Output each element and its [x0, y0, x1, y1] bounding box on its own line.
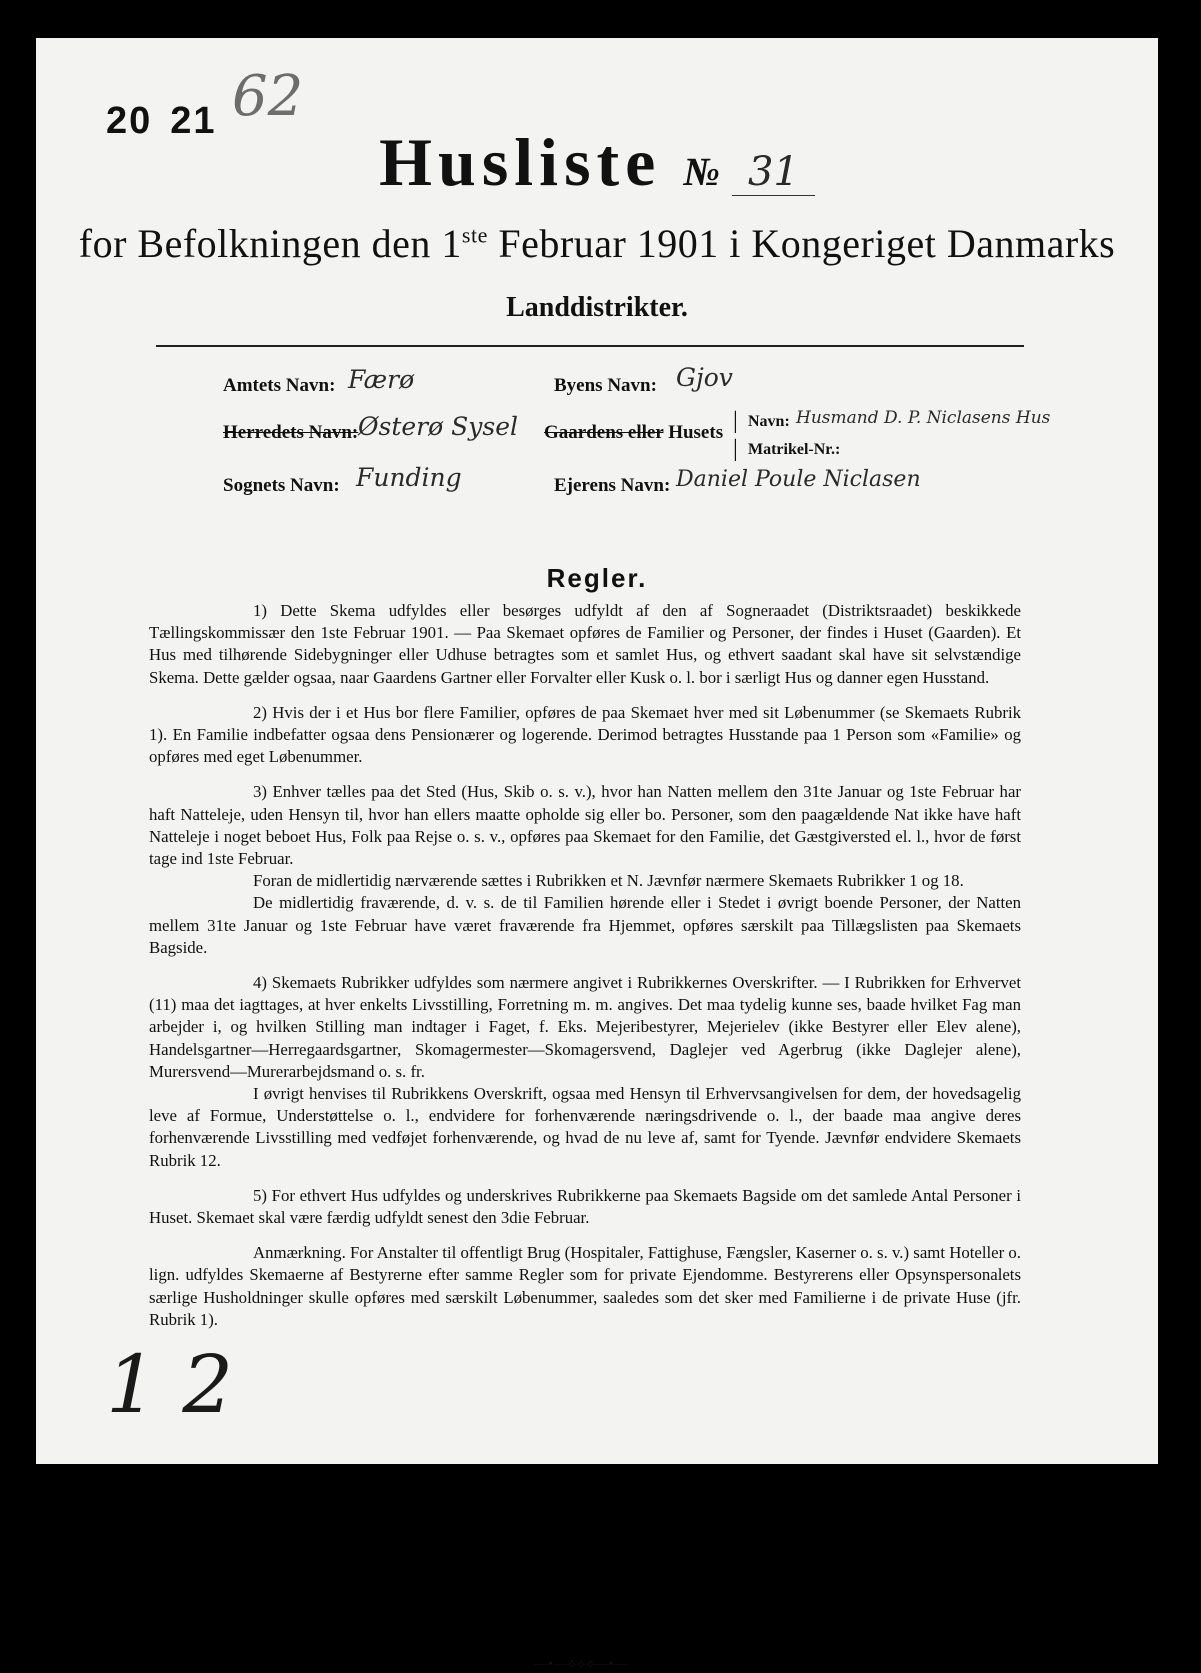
corner-number-1: 20 — [106, 100, 153, 142]
gaard-label-husets: Husets — [668, 422, 724, 443]
form-subtitle-2: Landdistrikter. — [506, 292, 688, 323]
sogn-label: Sognets Navn: — [223, 475, 340, 496]
navn-value: Husmand D. P. Niclasens Hus — [796, 408, 1051, 428]
ejer-label: Ejerens Navn: — [554, 475, 671, 496]
herred-label: Herredets Navn: — [223, 422, 359, 443]
corner-handwritten-number: 62 — [232, 64, 304, 129]
byens-label: Byens Navn: — [554, 375, 657, 396]
gaard-label-struck: Gaardens eller — [544, 422, 664, 443]
house-number: 31 — [732, 149, 815, 196]
amt-value: Færø — [348, 365, 415, 394]
rules-text — [149, 600, 1021, 1344]
rule-2: 2) Hvis der i et Hus bor flere Familier, opføres de paa Skemaet hver med sit Løbenummer (se Skemaets Rubrik 1). En Familie indbefatter ogsaa dens Pensionærer og logerende. Derimod betragtes Husstande paa 1 Person som «Familie» og opføres med eget Løbenummer. — [149, 702, 1021, 767]
rule-4: 4) Skemaets Rubrikker udfyldes som nærmere angivet i Rubrikkernes Overskrifter. — I Rubrikken for Erhvervet (11) maa det iagttages, at hver enkelts Livsstilling, Forretning m. m. angives. Det maa tydelig kunne ses, baade hvilket Fag man arbejder i, og hvilken Stilling man indtager i Faget, f. Eks. Mejeribestyrer, Mejerielev (ikke Bestyrer eller Elev alene), Handelsgartner—Herregaardsgartner, Skomagermester—Skomagersvend, Daglejer ved Agerbrug (ikke Daglejer alene), Murersvend—Murerarbejdsmand o. s. fr. — [149, 973, 1021, 1081]
number-sign: № — [683, 149, 720, 194]
census-form-page — [36, 38, 1158, 1672]
brace-separator: | — [733, 408, 738, 434]
subtitle-sup: ste — [461, 222, 488, 248]
top-rule — [156, 345, 1024, 347]
sogn-value: Funding — [356, 463, 462, 492]
amt-label: Amtets Navn: — [223, 375, 336, 396]
rule-3-note-b: De midlertidig fraværende, d. v. s. de til Familien hørende eller i Stedet i øvrigt boende Personer, der Natten mellem 31te Januar og 1ste Februar have været fraværende fra Hjemmet, opføres særskilt paa Tillægslisten paa Skemaets Bagside. — [149, 893, 1021, 957]
remark: Anmærkning. For Anstalter til offentligt Brug (Hospitaler, Fattighuse, Fængsler, Kaserner o. s. v.) samt Hoteller o. lign. udfyldes Skemaerne af Bestyrerne efter samme Regler som for private Ejendomme. Bestyrerens eller Opsynspersonalets særlige Husholdninger skulle opføres med særskilt Løbenummer, saaledes som det sker med Familierne i de private Huse (jfr. Rubrik 1). — [149, 1243, 1021, 1329]
byens-value: Gjov — [676, 363, 733, 392]
rule-4-note: I øvrigt henvises til Rubrikkens Overskrift, ogsaa med Hensyn til Erhvervsangivelsen for dem, der hovedsagelig leve af Formue, Understøttelse o. l., endvidere for forhenværende næringsdrivende o. l., der baade maa angive deres forhenværende Livsstilling med vedføjet forhenværende, og hvad de nu leve af, samt for Tyende. Jævnfør endvidere Skemaets Rubrik 12. — [149, 1084, 1021, 1170]
rules-heading: Regler. — [546, 563, 648, 593]
rule-3-note-a: Foran de midlertidig nærværende sættes i Rubrikken et N. Jævnfør nærmere Skemaets Rubrikker 1 og 18. — [253, 871, 964, 891]
brace-separator-2: | — [733, 436, 738, 462]
gaard-label — [544, 422, 723, 444]
subtitle-part-2: Februar 1901 i Kongeriget Danmarks — [487, 221, 1116, 266]
title-text: Husliste — [379, 124, 662, 200]
herred-value: Østerø Sysel — [358, 412, 518, 441]
rule-1: 1) Dette Skema udfyldes eller besørges udfyldt af den af Sogneraadet (Distriktsraadet) beskikkede Tællingskommissær den 1ste Februar 1901. — Paa Skemaet opføres de Familier og Personer, der findes i Huset (Gaarden). Et Hus med tilhørende Sidebygninger eller Udhuse betragtes som et samlet Hus, og ethvert saadant skal have sit selvstændige Skema. Dette gælder ogsaa, naar Gaardens Gartner eller Forvalter eller Kusk o. l. bor i særligt Hus og danner egen Husstand. — [149, 601, 1021, 687]
navn-label: Navn: — [748, 413, 790, 430]
form-title — [36, 123, 1158, 202]
rule-3: 3) Enhver tælles paa det Sted (Hus, Skib o. s. v.), hvor han Natten mellem den 31te Januar og 1ste Februar har haft Natteleje, uden Hensyn til, hvor han ellers maatte opholde sig eller bo. Personer, som den paagældende Nat ikke have haft Natteleje i noget beboet Hus, Folk paa Rejse o. s. v., opføres paa Skemaet for den Familie, det Gæstgiversted el. l., hvor de først tage ind 1ste Februar. — [149, 782, 1021, 869]
subtitle-part-1: for Befolkningen den 1 — [78, 221, 462, 266]
rule-5: 5) For ethvert Hus udfyldes og underskrives Rubrikkerne paa Skemaets Bagside om det samlede Antal Personer i Huset. Skemaet skal være færdig udfyldt senest den 3die Februar. — [149, 1185, 1021, 1228]
matrikel-label: Matrikel-Nr.: — [748, 441, 841, 458]
form-subtitle — [36, 220, 1158, 267]
handwritten-page-number: 1 2 — [106, 1338, 234, 1431]
corner-number-2: 21 — [170, 100, 217, 142]
ejer-value: Daniel Poule Niclasen — [676, 467, 921, 492]
ornament: —•—⟡⟡⟡—•— — [534, 1657, 628, 1672]
